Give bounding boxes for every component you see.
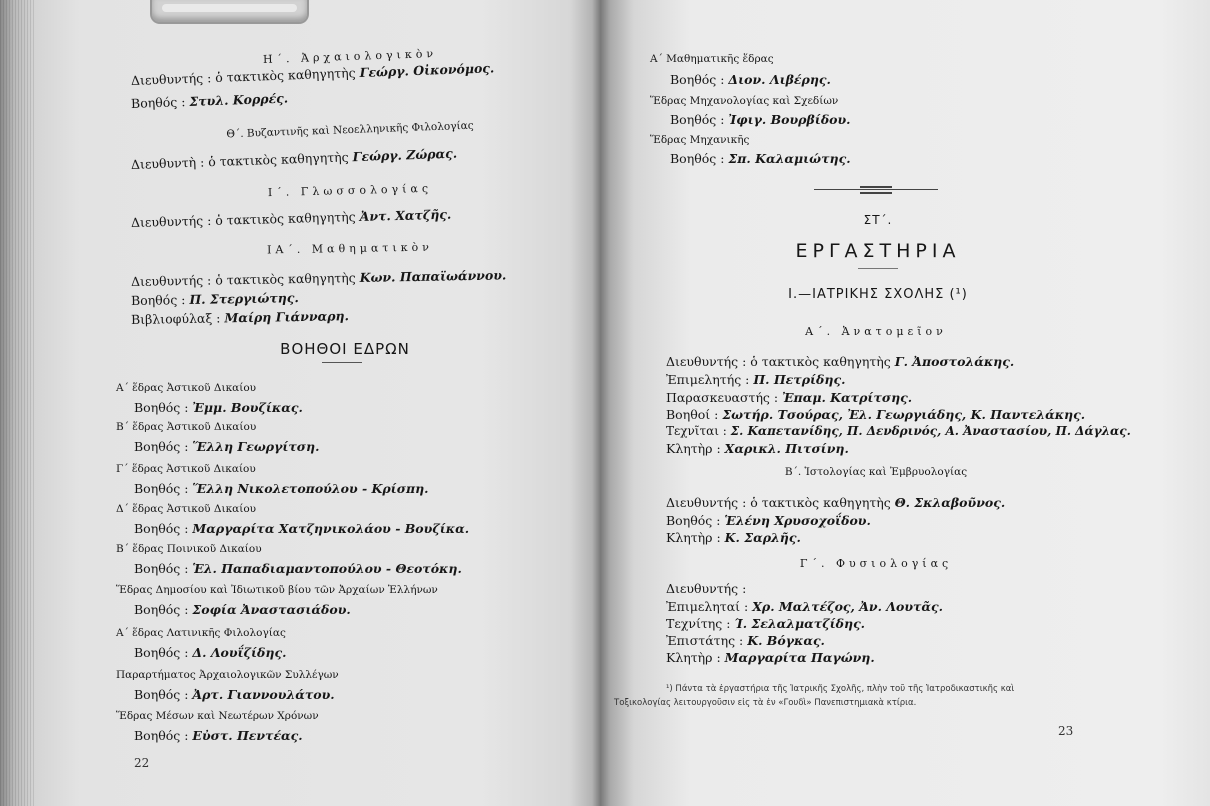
lab-heading: Α΄. Ἀνατομεῖον [805, 325, 947, 338]
line-label: Βοηθός : [670, 112, 729, 127]
right-page [600, 0, 1210, 806]
line-name: Ί. Σελαλματζίδης. [734, 616, 866, 631]
line-name: Π. Στεργιώτης. [189, 290, 299, 307]
line-name: Κων. Παπαϊωάννου. [359, 267, 507, 286]
line-label: Βιβλιοφύλαξ : [130, 310, 225, 327]
lab-line [666, 372, 845, 387]
lab-line [666, 354, 1014, 369]
chair-name: Β΄ ἕδρας Ποινικοῦ Δικαίου [116, 543, 262, 555]
lab-line [666, 495, 1005, 510]
line-name: Θ. Σκλαβοῦνος. [894, 495, 1006, 510]
line-name: Σπ. Καλαμιώτης. [728, 151, 851, 166]
chair-assistant [134, 602, 351, 617]
line-name: Γεώργ. Οἰκονόμος. [359, 60, 495, 81]
line-name: Σωτήρ. Τσούρας, Ἐλ. Γεωργιάδης, Κ. Παντελάκης. [722, 407, 1086, 422]
chair-name: Ἕδρας Μηχανικῆς [650, 134, 750, 146]
book-clip [150, 0, 309, 24]
chair-assistant [134, 439, 319, 454]
line-label: Βοηθοί : [666, 407, 723, 422]
section-line [131, 207, 452, 230]
chair-name: Α΄ ἕδρας Λατινικῆς Φιλολογίας [116, 627, 286, 639]
line-label: Τεχνίτης : [666, 616, 735, 631]
section-line [131, 91, 289, 111]
title-rule [858, 268, 898, 269]
line-label: Ἐπιστάτης : [666, 633, 748, 648]
lab-line [666, 530, 801, 545]
line-name: Γεώργ. Ζώρας. [352, 145, 458, 165]
line-label: Βοηθός : [670, 151, 729, 166]
ornament-rule [814, 189, 938, 190]
line-label: Διευθυντής : ὁ τακτικὸς καθηγητὴς [130, 209, 360, 230]
chair-name: Α΄ ἕδρας Ἀστικοῦ Δικαίου [116, 382, 257, 394]
chair-assistant [670, 112, 851, 127]
page-number: 22 [134, 756, 150, 770]
line-name: Ἕλλη Γεωργίτση. [192, 439, 320, 454]
chapter-number: ΣΤ΄. [863, 213, 893, 227]
section-heading: Ι΄. Γλωσσολογίας [267, 181, 433, 200]
line-label: Παρασκευαστής : [666, 390, 783, 405]
line-name: Κ. Βόγκας. [747, 633, 825, 648]
line-name: Ἀντ. Χατζῆς. [359, 206, 452, 225]
line-name: Διον. Λιβέρης. [728, 72, 831, 87]
line-name: Μαίρη Γιάνναρη. [224, 308, 350, 326]
line-label: Βοηθός : [134, 400, 193, 415]
line-label: Βοηθός : [134, 602, 193, 617]
lab-line [666, 513, 871, 528]
lab-line [666, 390, 912, 405]
left-page [0, 0, 600, 806]
line-label: Βοηθός : [134, 439, 193, 454]
lab-line [666, 581, 746, 596]
line-label: Ἐπιμελητής : [666, 372, 754, 387]
line-label: Κλητὴρ : [666, 441, 725, 456]
line-label: Κλητὴρ : [666, 530, 725, 545]
chair-name: Ἕδρας Μηχανολογίας καὶ Σχεδίων [650, 95, 839, 107]
line-label: Διευθυντής : ὁ τακτικὸς καθηγητὴς [666, 495, 895, 510]
chair-assistant [134, 561, 462, 576]
chair-assistant [134, 521, 469, 536]
line-label: Βοηθός : [666, 513, 725, 528]
chapter-title: ΕΡΓΑΣΤΗΡΙΑ [795, 240, 961, 262]
chair-assistant [670, 72, 831, 87]
footnote: ¹) Πάντα τὰ ἐργαστήρια τῆς Ἰατρικῆς Σχολῆς, πλὴν τοῦ τῆς Ἰατροδικαστικῆς καὶ [666, 684, 1015, 694]
lab-line [666, 441, 849, 456]
chair-assistant [670, 151, 851, 166]
line-name: Ἑλ. Παπαδιαμαντοπούλου - Θεοτόκη. [192, 561, 462, 576]
lab-heading: Γ΄. Φυσιολογίας [799, 557, 953, 570]
line-label: Βοηθός : [130, 291, 190, 308]
line-label: Κλητὴρ : [666, 650, 725, 665]
line-label: Βοηθός : [130, 93, 190, 111]
assistants-title: ΒΟΗΘΟΙ ΕΔΡΩΝ [280, 340, 410, 358]
lab-line [666, 650, 875, 665]
section-heading: ΙΑ΄. Μαθηματικὸν [266, 240, 434, 257]
line-name: Εὐστ. Πεντέας. [192, 728, 303, 743]
lab-line [666, 407, 1085, 422]
line-label: Διευθυντής : ὁ τακτικὸς καθηγητὴς [130, 270, 360, 289]
line-name: Ἰφιγ. Βουρβίδου. [728, 112, 851, 127]
section-heading: H΄. Ἀρχαιολογικὸν [262, 46, 438, 67]
line-name: Σοφία Ἀναστασιάδου. [192, 602, 351, 617]
line-name: Σ. Καπετανίδης, Π. Δενδρινός, Α. Ἀναστασίου, Π. Δάγλας. [730, 424, 1131, 438]
footnote: Τοξικολογίας λειτουργοῦσιν εἰς τὰ ἐν «Γουδὶ» Πανεπιστημιακὰ κτίρια. [614, 698, 917, 708]
line-name: Ἀρτ. Γιαννουλάτου. [192, 687, 335, 702]
ornament-rule [860, 186, 892, 188]
line-label: Βοηθός : [134, 687, 193, 702]
lab-line [666, 424, 1131, 438]
line-name: Χαρικλ. Πιτσίνη. [724, 441, 849, 456]
page-number: 23 [1058, 724, 1074, 738]
lab-line [666, 616, 865, 631]
lab-line [666, 599, 943, 614]
chair-name: Ἕδρας Δημοσίου καὶ Ἰδιωτικοῦ βίου τῶν Ἀρχαίων Ἑλλήνων [116, 584, 438, 596]
chair-name: Ἕδρας Μέσων καὶ Νεωτέρων Χρόνων [116, 710, 319, 722]
section-heading: Θ΄. Βυζαντινῆς καὶ Νεοελληνικῆς Φιλολογίας [226, 119, 474, 141]
line-name: Χρ. Μαλτέζος, Ἀν. Λουτᾶς. [752, 599, 943, 614]
school-heading: I.—ΙΑΤΡΙΚΗΣ ΣΧΟΛΗΣ (¹) [788, 287, 968, 302]
line-label: Βοηθός : [134, 521, 193, 536]
line-name: Γ. Ἀποστολάκης. [894, 354, 1015, 369]
line-name: Δ. Λουΐζίδης. [192, 645, 287, 660]
section-line [131, 290, 299, 308]
section-line [131, 146, 458, 172]
line-label: Βοηθός : [134, 645, 193, 660]
chair-name: Β΄ ἕδρας Ἀστικοῦ Δικαίου [116, 421, 257, 433]
ornament-rule [860, 192, 892, 194]
title-rule [322, 362, 362, 363]
section-line [131, 308, 349, 327]
line-label: Τεχνῖται : [666, 424, 731, 438]
chair-name: Γ΄ ἕδρας Ἀστικοῦ Δικαίου [116, 463, 256, 475]
section-line [131, 60, 495, 88]
line-label: Διευθυντής : ὁ τακτικὸς καθηγητὴς [130, 65, 360, 88]
lab-heading: Β΄. Ἱστολογίας καὶ Ἐμβρυολογίας [784, 466, 968, 478]
chair-assistant [134, 400, 303, 415]
line-name: Μαργαρίτα Παγώνη. [724, 650, 875, 665]
lab-line [666, 633, 825, 648]
line-label: Διευθυντὴ : ὁ τακτικὸς καθηγητὴς [130, 149, 353, 172]
section-line [131, 267, 507, 289]
line-name: Ἐμμ. Βουζίκας. [192, 400, 303, 415]
page-edges [0, 0, 36, 806]
line-name: Ἑλένη Χρυσοχοΐδου. [724, 513, 871, 528]
line-label: Βοηθός : [134, 561, 193, 576]
line-name: Στυλ. Κορρές. [189, 90, 289, 109]
line-label: Βοηθός : [134, 481, 193, 496]
line-name: Ἕλλη Νικολετοπούλου - Κρίσπη. [192, 481, 429, 496]
chair-assistant [134, 645, 286, 660]
chair-assistant [134, 481, 429, 496]
line-name: Ἐπαμ. Κατρίτσης. [782, 390, 913, 405]
line-name: Κ. Σαρλῆς. [724, 530, 801, 545]
chair-name: Α΄ Μαθηματικῆς ἕδρας [650, 53, 774, 65]
chair-name: Παραρτήματος Ἀρχαιολογικῶν Συλλέγων [116, 669, 339, 681]
line-label: Βοηθός : [670, 72, 729, 87]
chair-name: Δ΄ ἕδρας Ἀστικοῦ Δικαίου [116, 503, 257, 515]
line-label: Ἐπιμεληταί : [666, 599, 753, 614]
chair-assistant [134, 728, 303, 743]
line-name: Μαργαρίτα Χατζηνικολάου - Βουζίκα. [192, 521, 470, 536]
line-label: Διευθυντής : [666, 581, 747, 596]
line-label: Βοηθός : [134, 728, 193, 743]
line-label: Διευθυντής : ὁ τακτικὸς καθηγητὴς [666, 354, 895, 369]
line-name: Π. Πετρίδης. [753, 372, 846, 387]
chair-assistant [134, 687, 335, 702]
